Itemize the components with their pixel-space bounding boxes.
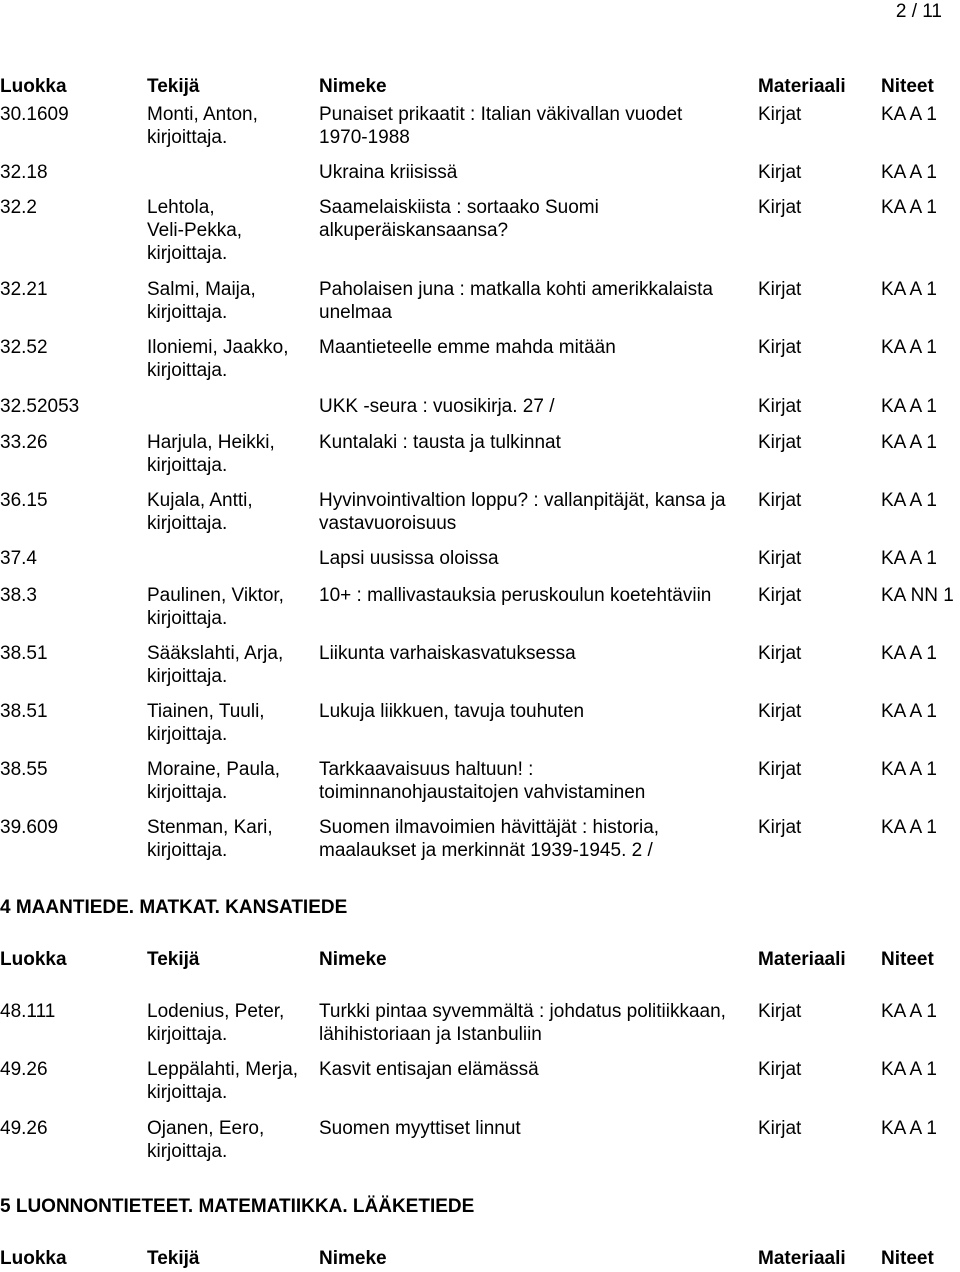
cell-luokka: 36.15 (0, 490, 48, 511)
cell-luokka: 38.3 (0, 585, 37, 606)
cell-nimeke-cont: unelmaa (319, 302, 392, 323)
cell-tekija: Lodenius, Peter, (147, 1001, 285, 1022)
cell-tekija: Sääkslahti, Arja, (147, 643, 284, 664)
cell-materiaali: Kirjat (758, 432, 802, 453)
cell-nimeke-cont: maalaukset ja merkinnät 1939-1945. 2 / (319, 840, 653, 861)
cell-materiaali: Kirjat (758, 817, 802, 838)
cell-materiaali: Kirjat (758, 337, 802, 358)
header-materiaali: Materiaali (758, 76, 846, 97)
cell-tekija-role: kirjoittaja. (147, 1141, 228, 1162)
table-row (0, 103, 960, 148)
table-row (0, 431, 960, 476)
table-row (0, 1058, 960, 1103)
cell-niteet: KA A 1 (881, 548, 937, 569)
header-luokka: Luokka (0, 76, 67, 97)
cell-tekija: Leppälahti, Merja, (147, 1059, 299, 1080)
cell-luokka: 49.26 (0, 1059, 48, 1080)
cell-materiaali: Kirjat (758, 701, 802, 722)
header-tekija: Tekijä (147, 1248, 200, 1269)
cell-niteet: KA A 1 (881, 759, 937, 780)
cell-materiaali: Kirjat (758, 1059, 802, 1080)
table-row (0, 1000, 960, 1045)
cell-luokka: 30.1609 (0, 104, 69, 125)
cell-nimeke: Saamelaiskiista : sortaako Suomi (319, 197, 599, 218)
cell-tekija: Ojanen, Eero, (147, 1118, 265, 1139)
cell-materiaali: Kirjat (758, 162, 802, 183)
cell-luokka: 38.51 (0, 643, 48, 664)
header-nimeke: Nimeke (319, 1248, 387, 1269)
table-row (0, 758, 960, 803)
cell-materiaali: Kirjat (758, 1001, 802, 1022)
cell-niteet: KA A 1 (881, 643, 937, 664)
cell-nimeke-cont: 1970-1988 (319, 127, 410, 148)
header-luokka: Luokka (0, 949, 67, 970)
cell-materiaali: Kirjat (758, 759, 802, 780)
cell-nimeke: UKK -seura : vuosikirja. 27 / (319, 396, 555, 417)
cell-materiaali: Kirjat (758, 643, 802, 664)
cell-tekija: Monti, Anton, (147, 104, 258, 125)
cell-tekija-role: kirjoittaja. (147, 1024, 228, 1045)
cell-materiaali: Kirjat (758, 396, 802, 417)
cell-tekija-role: kirjoittaja. (147, 724, 228, 745)
cell-niteet: KA A 1 (881, 432, 937, 453)
cell-nimeke: Lukuja liikkuen, tavuja touhuten (319, 701, 585, 722)
table-row (0, 584, 960, 629)
cell-niteet: KA A 1 (881, 1118, 937, 1139)
cell-materiaali: Kirjat (758, 548, 802, 569)
cell-materiaali: Kirjat (758, 279, 802, 300)
cell-nimeke-cont: alkuperäiskansaansa? (319, 220, 509, 241)
cell-nimeke: Paholaisen juna : matkalla kohti amerikkalaista (319, 279, 713, 300)
cell-luokka: 48.111 (0, 1001, 56, 1022)
table-header-1 (0, 75, 960, 98)
cell-tekija-role: kirjoittaja. (147, 608, 228, 629)
table-row (0, 1117, 960, 1162)
table-row (0, 642, 960, 687)
cell-tekija-role: kirjoittaja. (147, 666, 228, 687)
cell-tekija-role: kirjoittaja. (147, 840, 228, 861)
cell-nimeke: Ukraina kriisissä (319, 162, 458, 183)
cell-niteet: KA A 1 (881, 396, 937, 417)
cell-materiaali: Kirjat (758, 104, 802, 125)
header-niteet: Niteet (881, 949, 934, 970)
cell-nimeke: Maantieteelle emme mahda mitään (319, 337, 616, 358)
cell-tekija-role: kirjoittaja. (147, 782, 228, 803)
header-materiaali: Materiaali (758, 949, 846, 970)
cell-tekija: Kujala, Antti, (147, 490, 253, 511)
cell-niteet: KA NN 1 (881, 585, 954, 606)
cell-nimeke: Lapsi uusissa oloissa (319, 548, 499, 569)
cell-tekija: Tiainen, Tuuli, (147, 701, 265, 722)
table-row (0, 336, 960, 381)
cell-luokka: 32.2 (0, 197, 37, 218)
page-number: 2 / 11 (895, 1, 942, 22)
cell-niteet: KA A 1 (881, 162, 937, 183)
cell-nimeke: 10+ : mallivastauksia peruskoulun koetehtäviin (319, 585, 712, 606)
cell-nimeke-cont: vastavuoroisuus (319, 513, 457, 534)
cell-tekija: Paulinen, Viktor, (147, 585, 284, 606)
table-header-3 (0, 1247, 960, 1270)
cell-tekija: Moraine, Paula, (147, 759, 281, 780)
table-row (0, 489, 960, 534)
cell-luokka: 33.26 (0, 432, 48, 453)
cell-tekija: Salmi, Maija, (147, 279, 256, 300)
cell-nimeke: Punaiset prikaatit : Italian väkivallan vuodet (319, 104, 683, 125)
cell-nimeke: Liikunta varhaiskasvatuksessa (319, 643, 576, 664)
cell-tekija-role: kirjoittaja. (147, 302, 228, 323)
cell-nimeke-cont: toiminnanohjaustaitojen vahvistaminen (319, 782, 646, 803)
cell-nimeke: Suomen myyttiset linnut (319, 1118, 521, 1139)
header-tekija: Tekijä (147, 949, 200, 970)
cell-luokka: 32.21 (0, 279, 48, 300)
table-row (0, 700, 960, 745)
cell-tekija-role: kirjoittaja. (147, 243, 228, 264)
cell-luokka: 38.55 (0, 759, 48, 780)
cell-tekija: Harjula, Heikki, (147, 432, 275, 453)
cell-luokka: 37.4 (0, 548, 37, 569)
cell-niteet: KA A 1 (881, 279, 937, 300)
cell-nimeke-cont: lähihistoriaan ja Istanbuliin (319, 1024, 542, 1045)
cell-luokka: 39.609 (0, 817, 59, 838)
cell-niteet: KA A 1 (881, 337, 937, 358)
table-row (0, 278, 960, 323)
cell-materiaali: Kirjat (758, 585, 802, 606)
table-header-2 (0, 948, 960, 971)
cell-niteet: KA A 1 (881, 1001, 937, 1022)
cell-niteet: KA A 1 (881, 817, 937, 838)
cell-niteet: KA A 1 (881, 701, 937, 722)
cell-luokka: 32.18 (0, 162, 48, 183)
cell-nimeke: Hyvinvointivaltion loppu? : vallanpitäjät, kansa ja (319, 490, 726, 511)
cell-tekija: Iloniemi, Jaakko, (147, 337, 289, 358)
cell-niteet: KA A 1 (881, 490, 937, 511)
header-luokka: Luokka (0, 1248, 67, 1269)
cell-luokka: 49.26 (0, 1118, 48, 1139)
cell-niteet: KA A 1 (881, 197, 937, 218)
cell-tekija-cont: Veli-Pekka, (147, 220, 243, 241)
cell-tekija-role: kirjoittaja. (147, 1082, 228, 1103)
cell-nimeke: Suomen ilmavoimien hävittäjät : historia, (319, 817, 660, 838)
header-niteet: Niteet (881, 1248, 934, 1269)
table-row (0, 395, 960, 418)
cell-tekija: Lehtola, (147, 197, 215, 218)
cell-tekija-role: kirjoittaja. (147, 127, 228, 148)
table-row (0, 196, 960, 264)
table-row (0, 161, 960, 184)
header-materiaali: Materiaali (758, 1248, 846, 1269)
cell-materiaali: Kirjat (758, 197, 802, 218)
cell-tekija-role: kirjoittaja. (147, 360, 228, 381)
cell-nimeke: Tarkkaavaisuus haltuun! : (319, 759, 534, 780)
cell-materiaali: Kirjat (758, 1118, 802, 1139)
cell-tekija-role: kirjoittaja. (147, 513, 228, 534)
cell-niteet: KA A 1 (881, 1059, 937, 1080)
table-row (0, 816, 960, 861)
cell-materiaali: Kirjat (758, 490, 802, 511)
cell-niteet: KA A 1 (881, 104, 937, 125)
cell-nimeke: Turkki pintaa syvemmältä : johdatus politiikkaan, (319, 1001, 726, 1022)
section-title: 5 LUONNONTIETEET. MATEMATIIKKA. LÄÄKETIEDE (0, 1196, 475, 1217)
cell-luokka: 32.52053 (0, 396, 80, 417)
header-tekija: Tekijä (147, 76, 200, 97)
cell-luokka: 38.51 (0, 701, 48, 722)
table-row (0, 547, 960, 570)
cell-nimeke: Kuntalaki : tausta ja tulkinnat (319, 432, 561, 453)
header-nimeke: Nimeke (319, 949, 387, 970)
header-nimeke: Nimeke (319, 76, 387, 97)
header-niteet: Niteet (881, 76, 934, 97)
cell-tekija-role: kirjoittaja. (147, 455, 228, 476)
cell-luokka: 32.52 (0, 337, 48, 358)
cell-nimeke: Kasvit entisajan elämässä (319, 1059, 539, 1080)
section-title: 4 MAANTIEDE. MATKAT. KANSATIEDE (0, 897, 348, 918)
cell-tekija: Stenman, Kari, (147, 817, 273, 838)
